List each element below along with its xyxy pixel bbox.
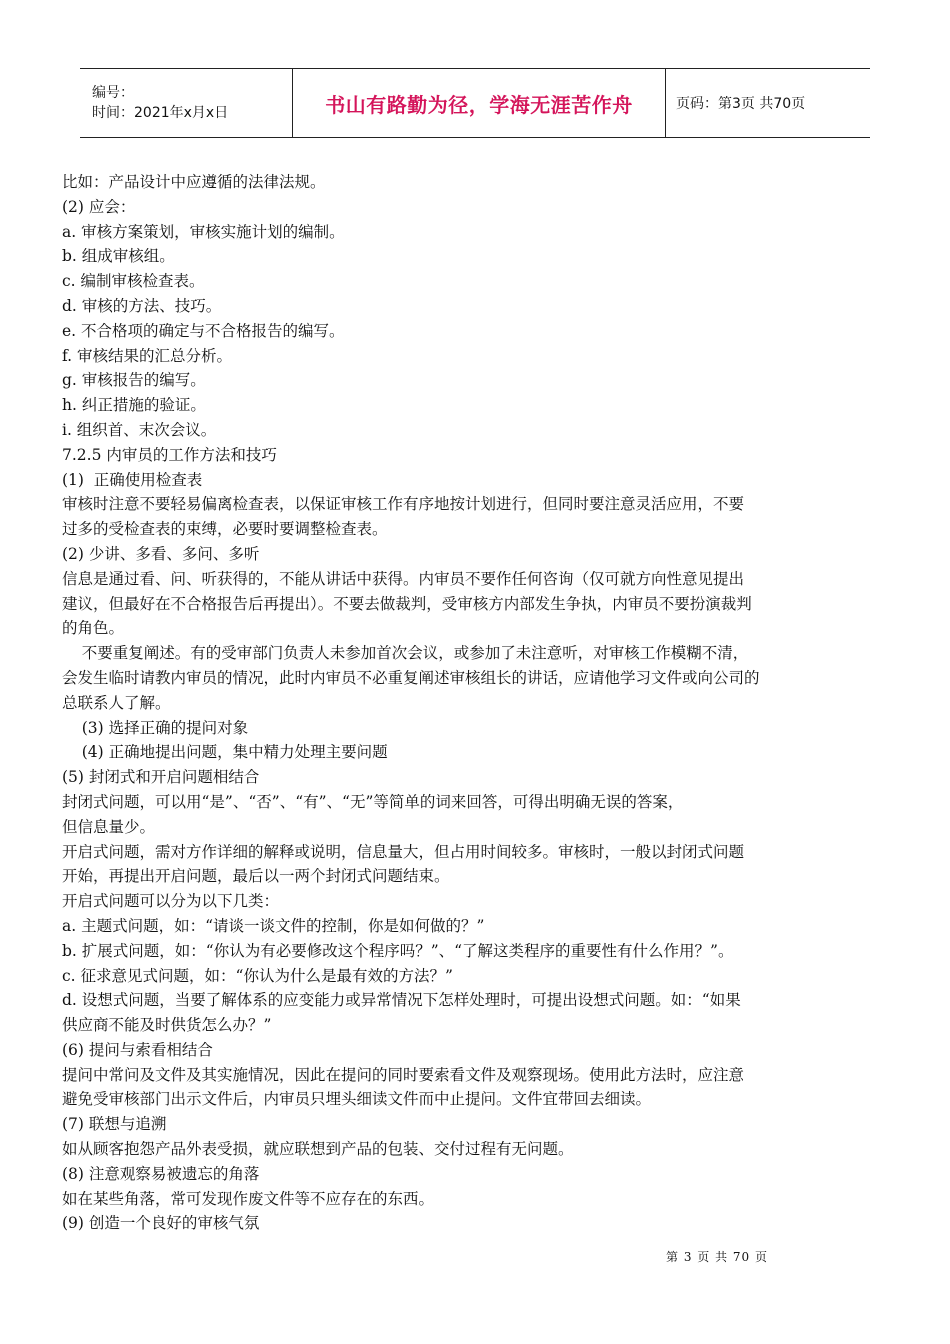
text-line: (9) 创造一个良好的审核气氛 [62, 1214, 260, 1233]
text-line: 开始，再提出开启问题，最后以一两个封闭式问题结束。 [62, 867, 450, 886]
text-line: 如在某些角落，常可发现作废文件等不应存在的东西。 [62, 1189, 435, 1208]
text-line: (1) 正确使用检查表 [62, 470, 203, 489]
text-line: 供应商不能及时供货怎么办？” [62, 1016, 272, 1035]
header-number: 编号： [92, 85, 134, 101]
text-line: (7) 联想与追溯 [62, 1115, 167, 1134]
text-line: 审核时注意不要轻易偏离检查表，以保证审核工作有序地按计划进行，但同时要注意灵活应用，不要 [62, 495, 745, 514]
text-line: h. 纠正措施的验证。 [62, 396, 206, 415]
text-line: 信息是通过看、问、听获得的，不能从讲话中获得。内审员不要作任何咨询（仅可就方向性意见提出 [62, 569, 745, 588]
text-line: (8) 注意观察易被遗忘的角落 [62, 1164, 260, 1183]
text-line: a. 主题式问题，如：“请谈一谈文件的控制，你是如何做的？” [62, 916, 485, 935]
text-line: 建议，但最好在不合格报告后再提出）。不要去做裁判，受审核方内部发生争执，内审员不要扮演裁判 [62, 594, 752, 613]
header-motto-cell [293, 69, 666, 137]
text-line: (3) 选择正确的提问对象 [62, 718, 249, 737]
text-line: 过多的受检查表的束缚，必要时要调整检查表。 [62, 520, 388, 539]
text-line: f. 审核结果的汇总分析。 [62, 346, 233, 365]
header-motto: 书山有路勤为径，学海无涯苦作舟 [325, 92, 633, 117]
header-page-cell [666, 69, 805, 137]
text-line: d. 设想式问题，当要了解体系的应变能力或异常情况下怎样处理时，可提出设想式问题。如：“如果 [62, 991, 741, 1010]
text-line: 会发生临时请教内审员的情况，此时内审员不必重复阐述审核组长的讲话，应请他学习文件或向公司的 [62, 668, 760, 687]
header-time: 时间：2021年x月x日 [92, 105, 229, 121]
text-line: (6) 提问与索看相结合 [62, 1040, 213, 1059]
text-line: 比如：产品设计中应遵循的法律法规。 [62, 173, 326, 191]
text-line: 开启式问题可以分为以下几类： [62, 892, 280, 911]
text-line: (4) 正确地提出问题，集中精力处理主要问题 [62, 743, 388, 762]
text-line: a. 审核方案策划，审核实施计划的编制。 [62, 222, 345, 241]
text-line: (2) 少讲、多看、多问、多听 [62, 544, 260, 563]
text-line: 开启式问题，需对方作详细的解释或说明，信息量大，但占用时间较多。审核时，一般以封闭式问题 [62, 842, 745, 861]
text-line: 7.2.5 内审员的工作方法和技巧 [62, 445, 277, 464]
document-body [62, 170, 907, 1236]
page-header [80, 68, 870, 138]
header-page-number: 页码：第3页 共70页 [676, 96, 806, 112]
text-line: e. 不合格项的确定与不合格报告的编写。 [62, 321, 345, 340]
header-meta [80, 69, 293, 137]
text-line: 不要重复阐述。有的受审部门负责人未参加首次会议，或参加了未注意听，对审核工作模糊不清， [62, 644, 749, 663]
text-line: (2) 应会： [62, 197, 136, 216]
text-line: b. 扩展式问题，如：“你认为有必要修改这个程序吗？”、“了解这类程序的重要性有什么作用？”。 [62, 941, 734, 960]
text-line: g. 审核报告的编写。 [62, 371, 206, 390]
text-line: b. 组成审核组。 [62, 247, 175, 266]
text-line: c. 征求意见式问题，如：“你认为什么是最有效的方法？” [62, 966, 453, 985]
text-line: 的角色。 [62, 619, 125, 638]
text-line: 避免受审核部门出示文件后，内审员只埋头细读文件而中止提问。文件宜带回去细读。 [62, 1090, 652, 1109]
text-line: (5) 封闭式和开启问题相结合 [62, 768, 260, 787]
text-line: 总联系人了解。 [62, 693, 171, 712]
page-footer: 第 3 页 共 70 页 [666, 1250, 768, 1264]
text-line: i. 组织首、末次会议。 [62, 420, 217, 439]
text-line: 封闭式问题，可以用“是”、“否”、“有”、“无”等简单的词来回答，可得出明确无误的答案， [62, 792, 684, 811]
text-line: c. 编制审核检查表。 [62, 272, 205, 291]
text-line: 提问中常问及文件及其实施情况，因此在提问的同时要索看文件及观察现场。使用此方法时，应注意 [62, 1065, 745, 1084]
text-line: 但信息量少。 [62, 817, 156, 836]
text-line: 如从顾客抱怨产品外表受损，就应联想到产品的包装、交付过程有无问题。 [62, 1140, 574, 1159]
text-line: d. 审核的方法、技巧。 [62, 296, 222, 315]
